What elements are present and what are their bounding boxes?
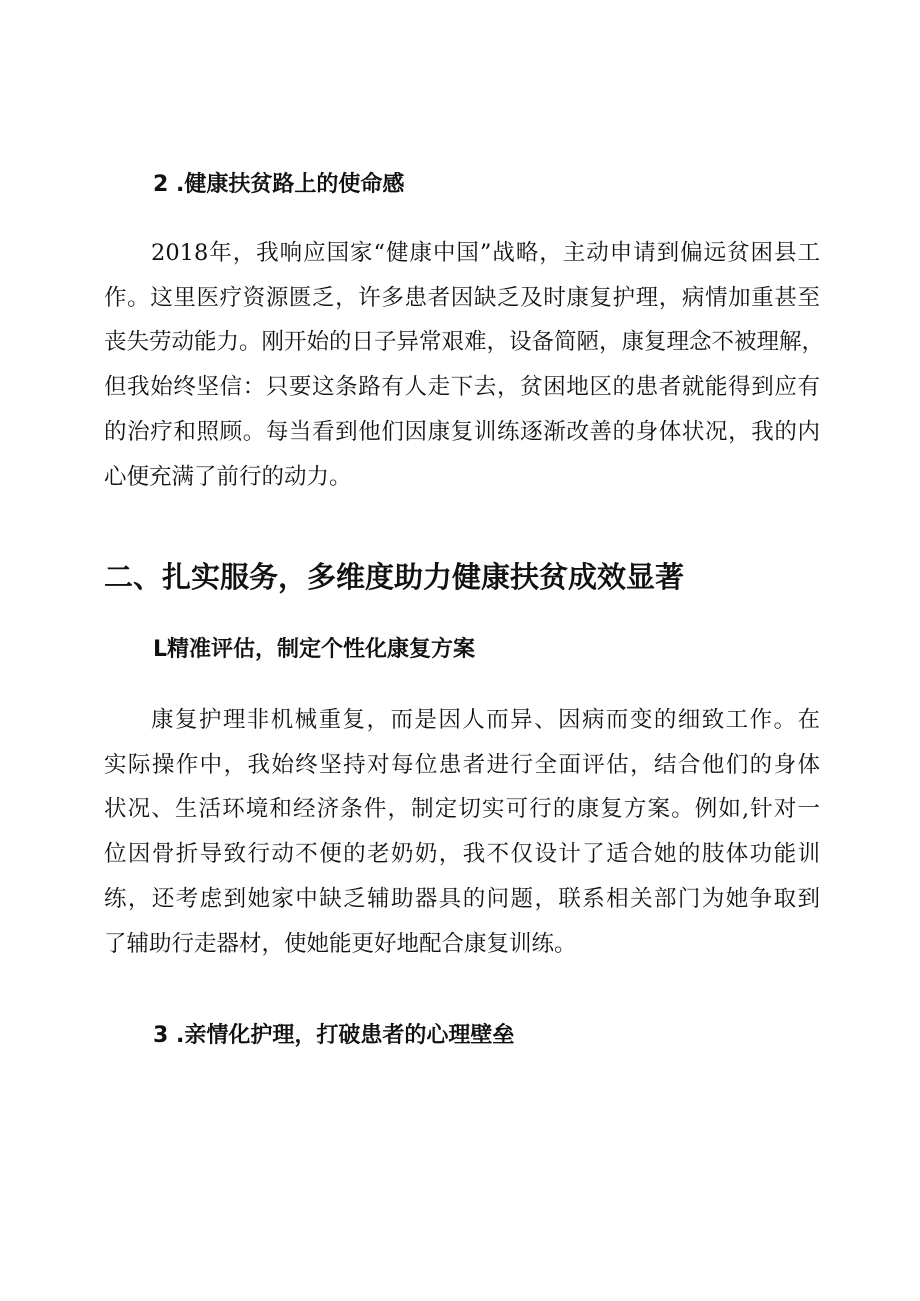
paragraph-line: 但我始终坚信：只要这条路有人走下去，贫困地区的患者就能得到应有 [104,374,820,401]
paragraph-line: 2018年，我响应国家“健康中国”战略，主动申请到偏远贫困县工 [151,240,820,266]
section-heading: 二、扎实服务，多维度助力健康扶贫成效显著 [104,560,685,594]
paragraph-line: 状况、生活环境和经济条件，制定切实可行的康复方案。例如,针对一 [104,796,820,823]
paragraph-mission [104,231,825,499]
paragraph-line: 心便充满了前行的动力。 [104,463,352,490]
subheading-mission: 2 .健康扶贫路上的使命感 [153,172,405,197]
paragraph-line: 丧失劳动能力。刚开始的日子异常艰难，设备简陋，康复理念不被理解， [104,329,825,356]
subheading-assessment: L精准评估，制定个性化康复方案 [153,637,476,662]
subheading-care: 3 .亲情化护理，打破患者的心理壁垒 [153,1023,515,1048]
paragraph-line: 的治疗和照顾。每当看到他们因康复训练逐渐改善的身体状况，我的内 [104,418,820,445]
paragraph-line: 作。这里医疗资源匮乏，许多患者因缺乏及时康复护理，病情加重甚至 [104,284,820,311]
paragraph-line: 位因骨折导致行动不便的老奶奶，我不仅设计了适合她的肢体功能训 [104,841,820,868]
paragraph-assessment [104,698,820,966]
paragraph-line: 实际操作中，我始终坚持对每位患者进行全面评估，结合他们的身体 [104,751,820,778]
paragraph-line: 练，还考虑到她家中缺乏辅助器具的问题，联系相关部门为她争取到 [104,885,820,912]
paragraph-line: 康复护理非机械重复，而是因人而异、因病而变的细致工作。在 [151,707,820,733]
paragraph-line: 了辅助行走器材，使她能更好地配合康复训练。 [104,930,577,957]
